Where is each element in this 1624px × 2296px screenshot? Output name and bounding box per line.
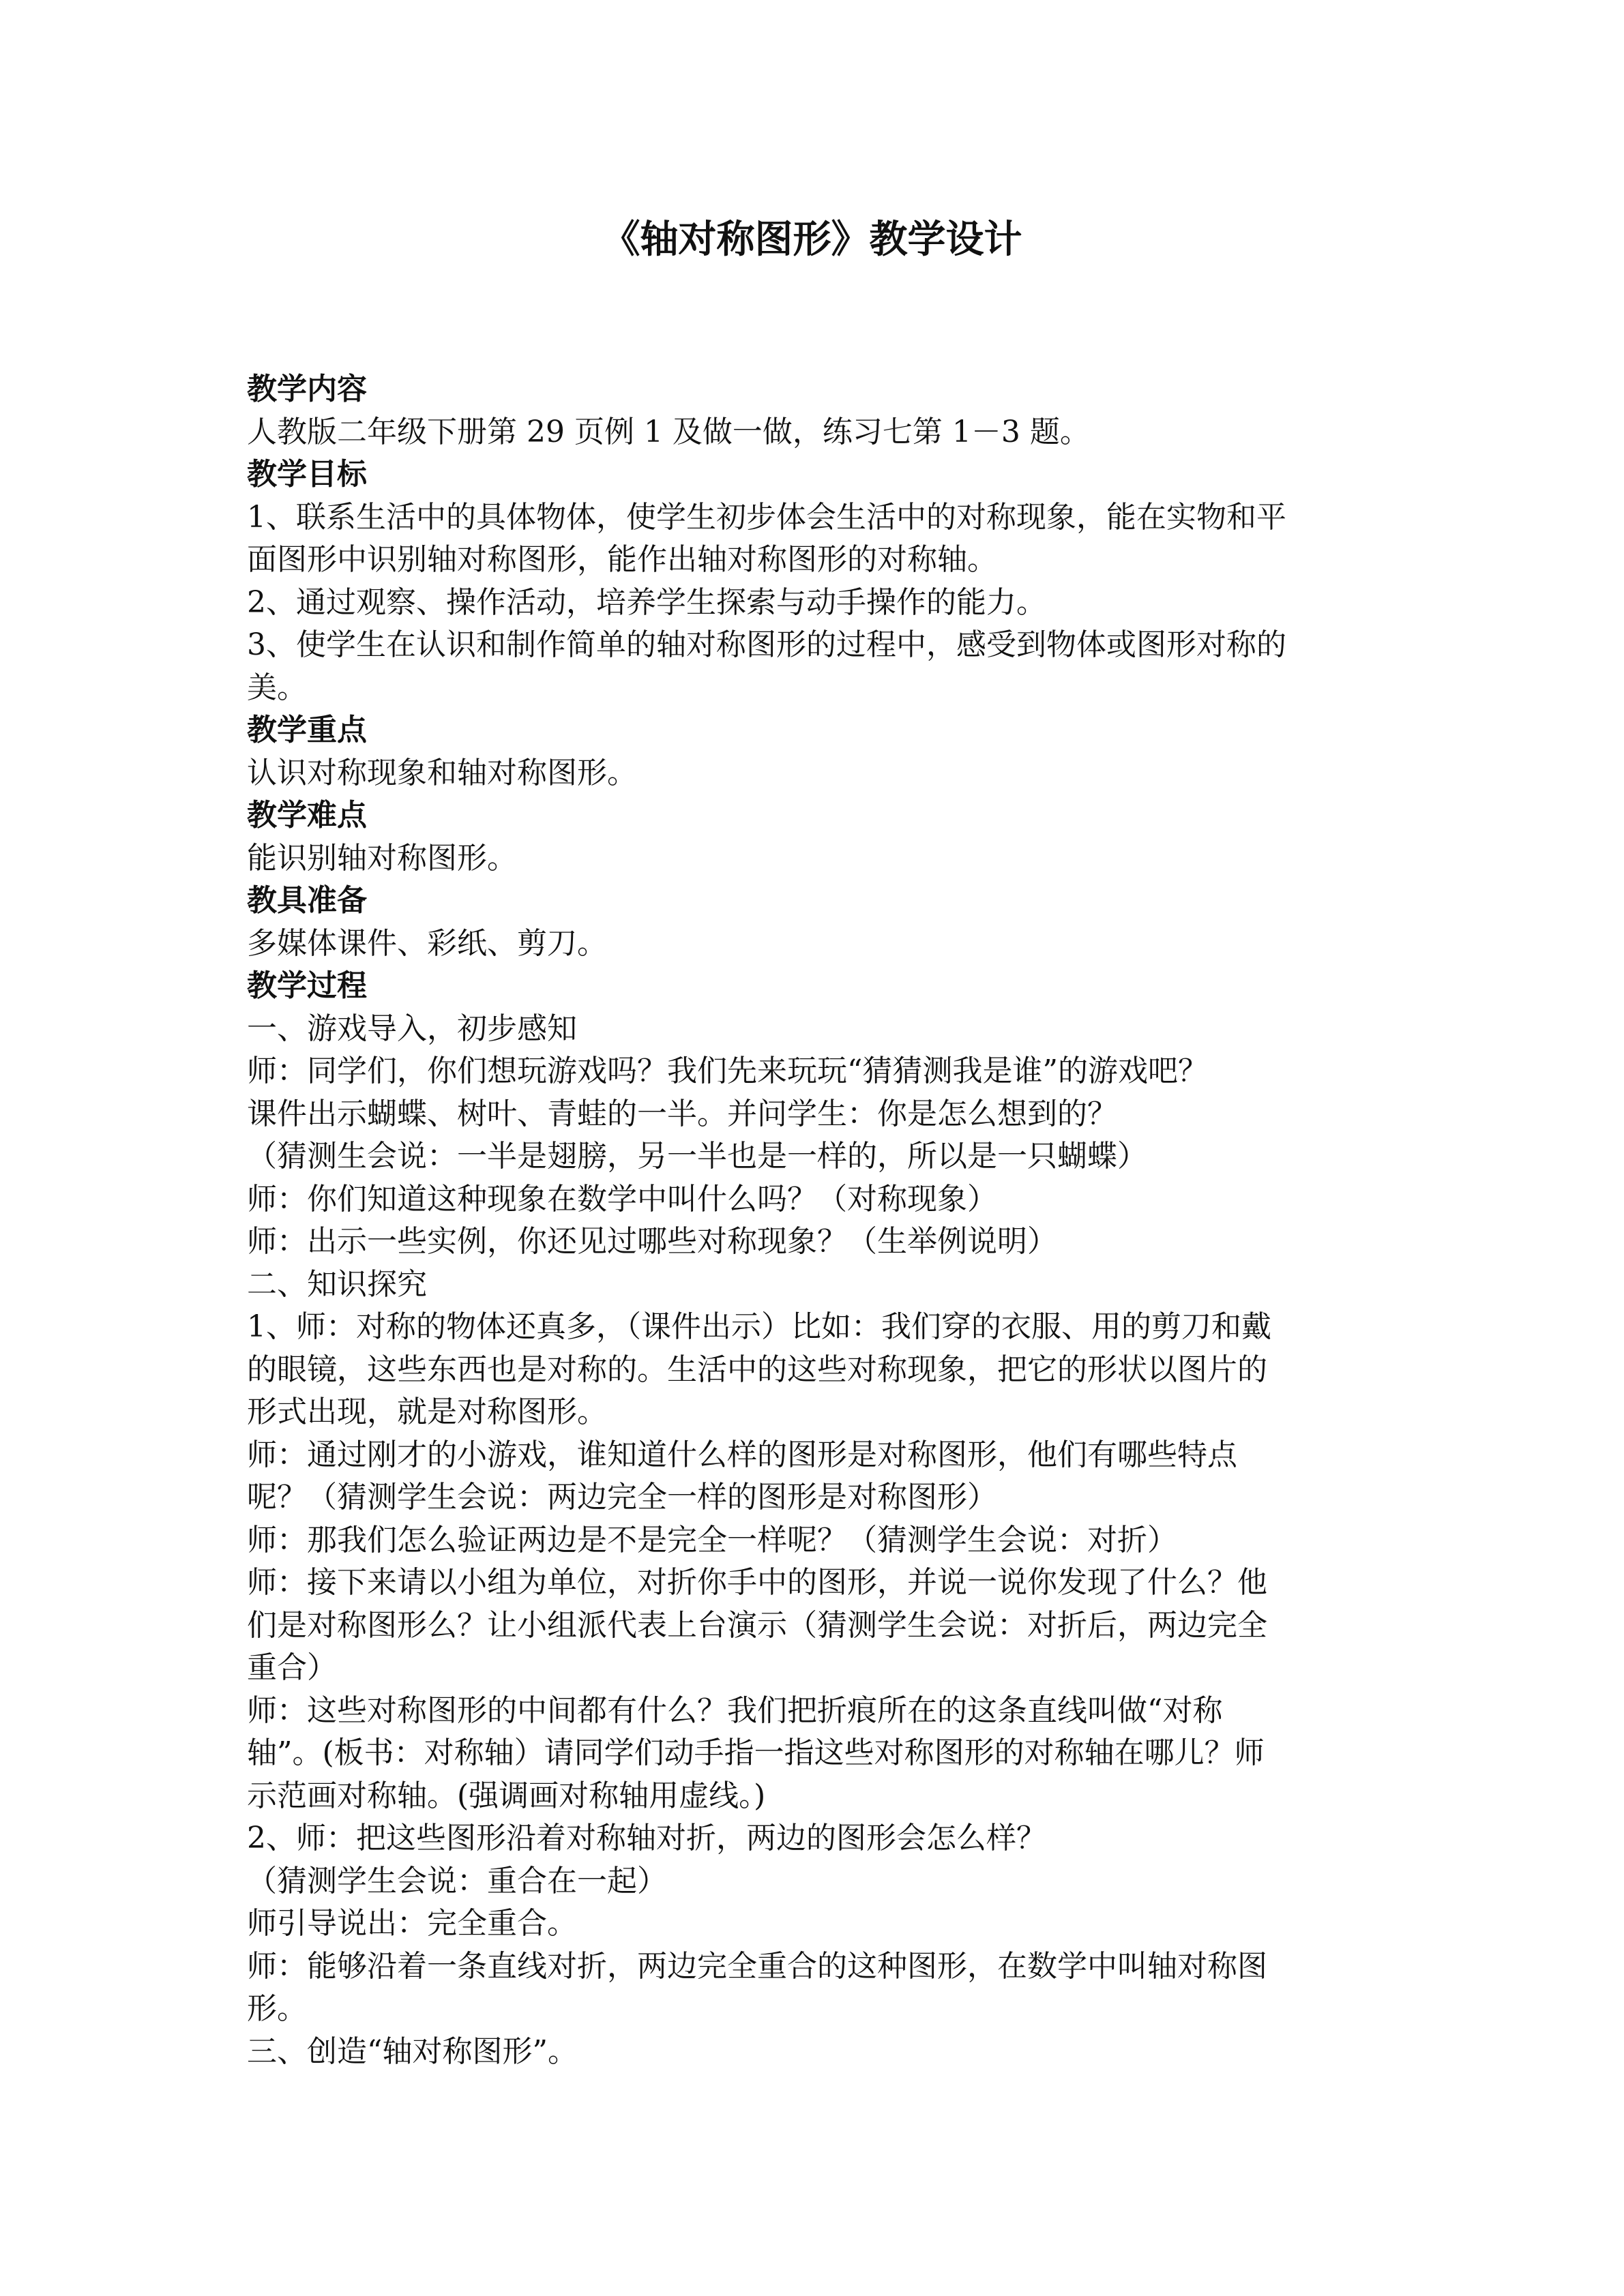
- section-heading: 教具准备: [247, 883, 367, 918]
- body-text-line: 三、创造“轴对称图形”。: [247, 2033, 578, 2069]
- document-body: [247, 368, 1379, 2073]
- body-text-line: 1、师：对称的物体还真多，（课件出示）比如：我们穿的衣服、用的剪刀和戴: [247, 1309, 1271, 1344]
- body-text-line: 2、通过观察、操作活动，培养学生探索与动手操作的能力。: [247, 584, 1046, 620]
- body-text-line: 形式出现，就是对称图形。: [247, 1395, 607, 1429]
- body-text-line: 师：能够沿着一条直线对折，两边完全重合的这种图形，在数学中叫轴对称图: [247, 1948, 1267, 1984]
- body-text-line: （猜测学生会说：重合在一起）: [247, 1863, 667, 1898]
- body-text-line: 师：接下来请以小组为单位，对折你手中的图形，并说一说你发现了什么？他: [247, 1565, 1267, 1600]
- body-text-line: （猜测生会说：一半是翅膀，另一半也是一样的，所以是一只蝴蝶）: [247, 1139, 1147, 1174]
- body-text-line: 多媒体课件、彩纸、剪刀。: [247, 925, 607, 961]
- body-text-line: 轴”。(板书：对称轴）请同学们动手指一指这些对称图形的对称轴在哪儿？师: [247, 1735, 1265, 1770]
- body-text-line: 2、师：把这些图形沿着对称轴对折，两边的图形会怎么样？: [247, 1821, 1046, 1855]
- body-text-line: 课件出示蝴蝶、树叶、青蛙的一半。并问学生：你是怎么想到的？: [247, 1096, 1117, 1131]
- section-heading: 教学过程: [247, 968, 367, 1003]
- body-text-line: 师：这些对称图形的中间都有什么？我们把折痕所在的这条直线叫做“对称: [247, 1693, 1223, 1728]
- body-text-line: 师：通过刚才的小游戏，谁知道什么样的图形是对称图形，他们有哪些特点: [247, 1437, 1237, 1472]
- section-heading: 教学内容: [247, 372, 367, 406]
- body-text-line: 重合）: [247, 1650, 337, 1685]
- body-text-line: 的眼镜，这些东西也是对称的。生活中的这些对称现象，把它的形状以图片的: [247, 1352, 1267, 1387]
- body-text-line: 认识对称现象和轴对称图形。: [247, 755, 637, 790]
- body-text-line: 1、联系生活中的具体物体，使学生初步体会生活中的对称现象，能在实物和平: [247, 499, 1286, 535]
- body-text-line: 示范画对称轴。(强调画对称轴用虚线。): [247, 1778, 766, 1813]
- body-text-line: 呢？（猜测学生会说：两边完全一样的图形是对称图形）: [247, 1480, 997, 1515]
- body-text-line: 一、游戏导入，初步感知: [247, 1011, 577, 1046]
- body-text-line: 师：你们知道这种现象在数学中叫什么吗？（对称现象）: [247, 1181, 997, 1217]
- body-text-line: 能识别轴对称图形。: [247, 840, 517, 876]
- section-heading: 教学重点: [247, 713, 367, 747]
- body-text-line: 师：出示一些实例，你还见过哪些对称现象？（生举例说明）: [247, 1224, 1057, 1259]
- body-text-line: 师引导说出：完全重合。: [247, 1906, 577, 1941]
- body-text-line: 师：那我们怎么验证两边是不是完全一样呢？（猜测学生会说：对折）: [247, 1522, 1177, 1557]
- body-text-line: 人教版二年级下册第 29 页例 1 及做一做，练习七第 1－3 题。: [247, 414, 1090, 449]
- body-text-line: 师：同学们，你们想玩游戏吗？我们先来玩玩“猜猜测我是谁”的游戏吧？: [247, 1054, 1208, 1088]
- body-text-line: 3、使学生在认识和制作简单的轴对称图形的过程中，感受到物体或图形对称的: [247, 627, 1286, 662]
- section-heading: 教学目标: [247, 457, 367, 492]
- section-heading: 教学难点: [247, 798, 367, 833]
- body-text-line: 面图形中识别轴对称图形，能作出轴对称图形的对称轴。: [247, 542, 997, 577]
- body-text-line: 形。: [247, 1991, 307, 2026]
- body-text-line: 二、知识探究: [247, 1266, 427, 1302]
- page-title: 《轴对称图形》教学设计: [602, 218, 1022, 262]
- body-text-line: 们是对称图形么？让小组派代表上台演示（猜测学生会说：对折后，两边完全: [247, 1607, 1267, 1643]
- body-text-line: 美。: [247, 670, 307, 705]
